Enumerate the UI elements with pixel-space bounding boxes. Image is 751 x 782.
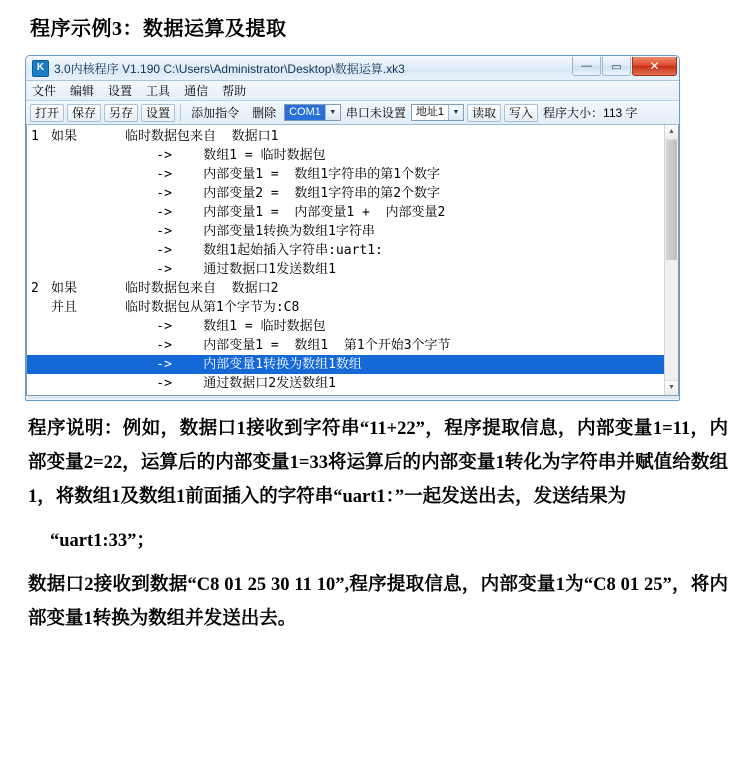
menu-edit[interactable]: 编辑 xyxy=(70,84,95,98)
line-text: -> 数组1 = 临时数据包 xyxy=(125,148,326,163)
document-body xyxy=(28,412,728,646)
minimize-button[interactable]: — xyxy=(572,57,601,76)
program-line[interactable] xyxy=(27,146,664,165)
program-line[interactable] xyxy=(27,317,664,336)
settings-button[interactable]: 设置 xyxy=(141,104,175,122)
line-text: -> 通过数据口2发送数组1 xyxy=(125,376,336,391)
program-line[interactable] xyxy=(27,127,664,146)
program-size-label: 程序大小：113 字 xyxy=(543,106,638,120)
save-button[interactable]: 保存 xyxy=(67,104,101,122)
program-line[interactable] xyxy=(27,222,664,241)
menu-communication[interactable]: 通信 xyxy=(184,84,209,98)
address-value: 地址1 xyxy=(415,106,445,118)
program-line-list[interactable] xyxy=(27,127,664,395)
program-line[interactable] xyxy=(27,241,664,260)
line-text: -> 内部变量2 = 数组1字符串的第2个数字 xyxy=(125,186,441,201)
line-text: 临时数据包来自 数据口1 xyxy=(125,129,279,144)
line-number: 2 xyxy=(31,281,39,296)
menu-file[interactable]: 文件 xyxy=(32,84,57,98)
line-text: 临时数据包来自 数据口2 xyxy=(125,281,279,296)
program-line[interactable] xyxy=(27,336,664,355)
menu-tools[interactable]: 工具 xyxy=(146,84,171,98)
open-button[interactable]: 打开 xyxy=(30,104,64,122)
program-line[interactable] xyxy=(27,260,664,279)
program-line[interactable] xyxy=(27,203,664,222)
body-paragraph: “uart1:33”； xyxy=(50,531,155,551)
body-paragraph: 数据口2接收到数据“C8 01 25 30 11 10”,程序提取信息，内部变量1为“C8 01 25”，将内部变量1转换为数组并发送出去。 xyxy=(28,575,728,629)
line-text: -> 数组1 = 临时数据包 xyxy=(125,319,326,334)
menu-settings[interactable]: 设置 xyxy=(108,84,133,98)
line-keyword: 如果 xyxy=(51,129,78,144)
vertical-scrollbar[interactable] xyxy=(664,125,678,395)
program-line[interactable] xyxy=(27,279,664,298)
line-text: -> 通过数据口1发送数组1 xyxy=(125,262,336,277)
scrollbar-thumb[interactable] xyxy=(666,140,677,260)
window-titlebar[interactable] xyxy=(26,56,679,81)
menubar xyxy=(26,81,679,101)
serial-port-select[interactable] xyxy=(284,104,341,121)
address-select[interactable] xyxy=(411,104,464,121)
line-keyword: 如果 xyxy=(51,281,78,296)
app-logo-icon: K xyxy=(32,60,49,77)
close-button[interactable]: ✕ xyxy=(632,57,677,76)
line-text: -> 内部变量1转换为数组1字符串 xyxy=(125,224,375,239)
line-keyword: 并且 xyxy=(51,300,78,315)
window-title: 3.0内核程序 V1.190 C:\Users\Administrator\Desktop\数据运算.xk3 xyxy=(54,61,405,76)
toolbar-divider-1 xyxy=(180,104,181,121)
line-text: -> 内部变量1 = 内部变量1 + 内部变量2 xyxy=(125,205,446,220)
line-text: 临时数据包从第1个字节为:C8 xyxy=(125,300,300,315)
line-text: -> 内部变量1 = 数组1 第1个开始3个字节 xyxy=(125,338,451,353)
maximize-button[interactable]: ▭ xyxy=(602,57,631,76)
program-line[interactable] xyxy=(27,298,664,317)
line-text: -> 内部变量1转换为数组1数组 xyxy=(125,357,362,372)
line-text: -> 内部变量1 = 数组1字符串的第1个数字 xyxy=(125,167,441,182)
toolbar xyxy=(26,101,679,125)
program-line[interactable] xyxy=(27,184,664,203)
line-number: 1 xyxy=(31,129,39,144)
delete-instruction-button[interactable]: 删除 xyxy=(252,105,277,120)
scroll-down-icon[interactable]: ▼ xyxy=(665,380,678,395)
program-code-area[interactable] xyxy=(26,125,679,396)
body-paragraph: 程序说明：例如，数据口1接收到字符串“11+22”，程序提取信息，内部变量1=11，内部变量2=22，运算后的内部变量1=33将运算后的内部变量1转化为字符串并赋值给数组1，将数组1及数组1前面插入的字符串“uart1：”一起发送出去，发送结果为 xyxy=(28,419,728,507)
save-as-button[interactable]: 另存 xyxy=(104,104,138,122)
program-line[interactable] xyxy=(27,374,664,393)
program-line[interactable] xyxy=(27,165,664,184)
serial-port-status: 串口未设置 xyxy=(345,106,406,120)
read-button[interactable]: 读取 xyxy=(467,104,501,122)
menu-help[interactable]: 帮助 xyxy=(222,84,247,98)
page-title: 程序示例3：数据运算及提取 xyxy=(30,18,287,40)
write-button[interactable]: 写入 xyxy=(504,104,538,122)
add-instruction-button[interactable]: 添加指令 xyxy=(191,105,240,120)
window-controls xyxy=(572,57,677,76)
chevron-down-icon: ▼ xyxy=(448,105,463,120)
application-window xyxy=(25,55,680,401)
scroll-up-icon[interactable]: ▲ xyxy=(665,125,678,140)
serial-port-value: COM1 xyxy=(285,105,325,120)
program-line[interactable] xyxy=(27,355,664,374)
chevron-down-icon: ▼ xyxy=(325,105,340,120)
line-text: -> 数组1起始插入字符串:uart1: xyxy=(125,243,383,258)
